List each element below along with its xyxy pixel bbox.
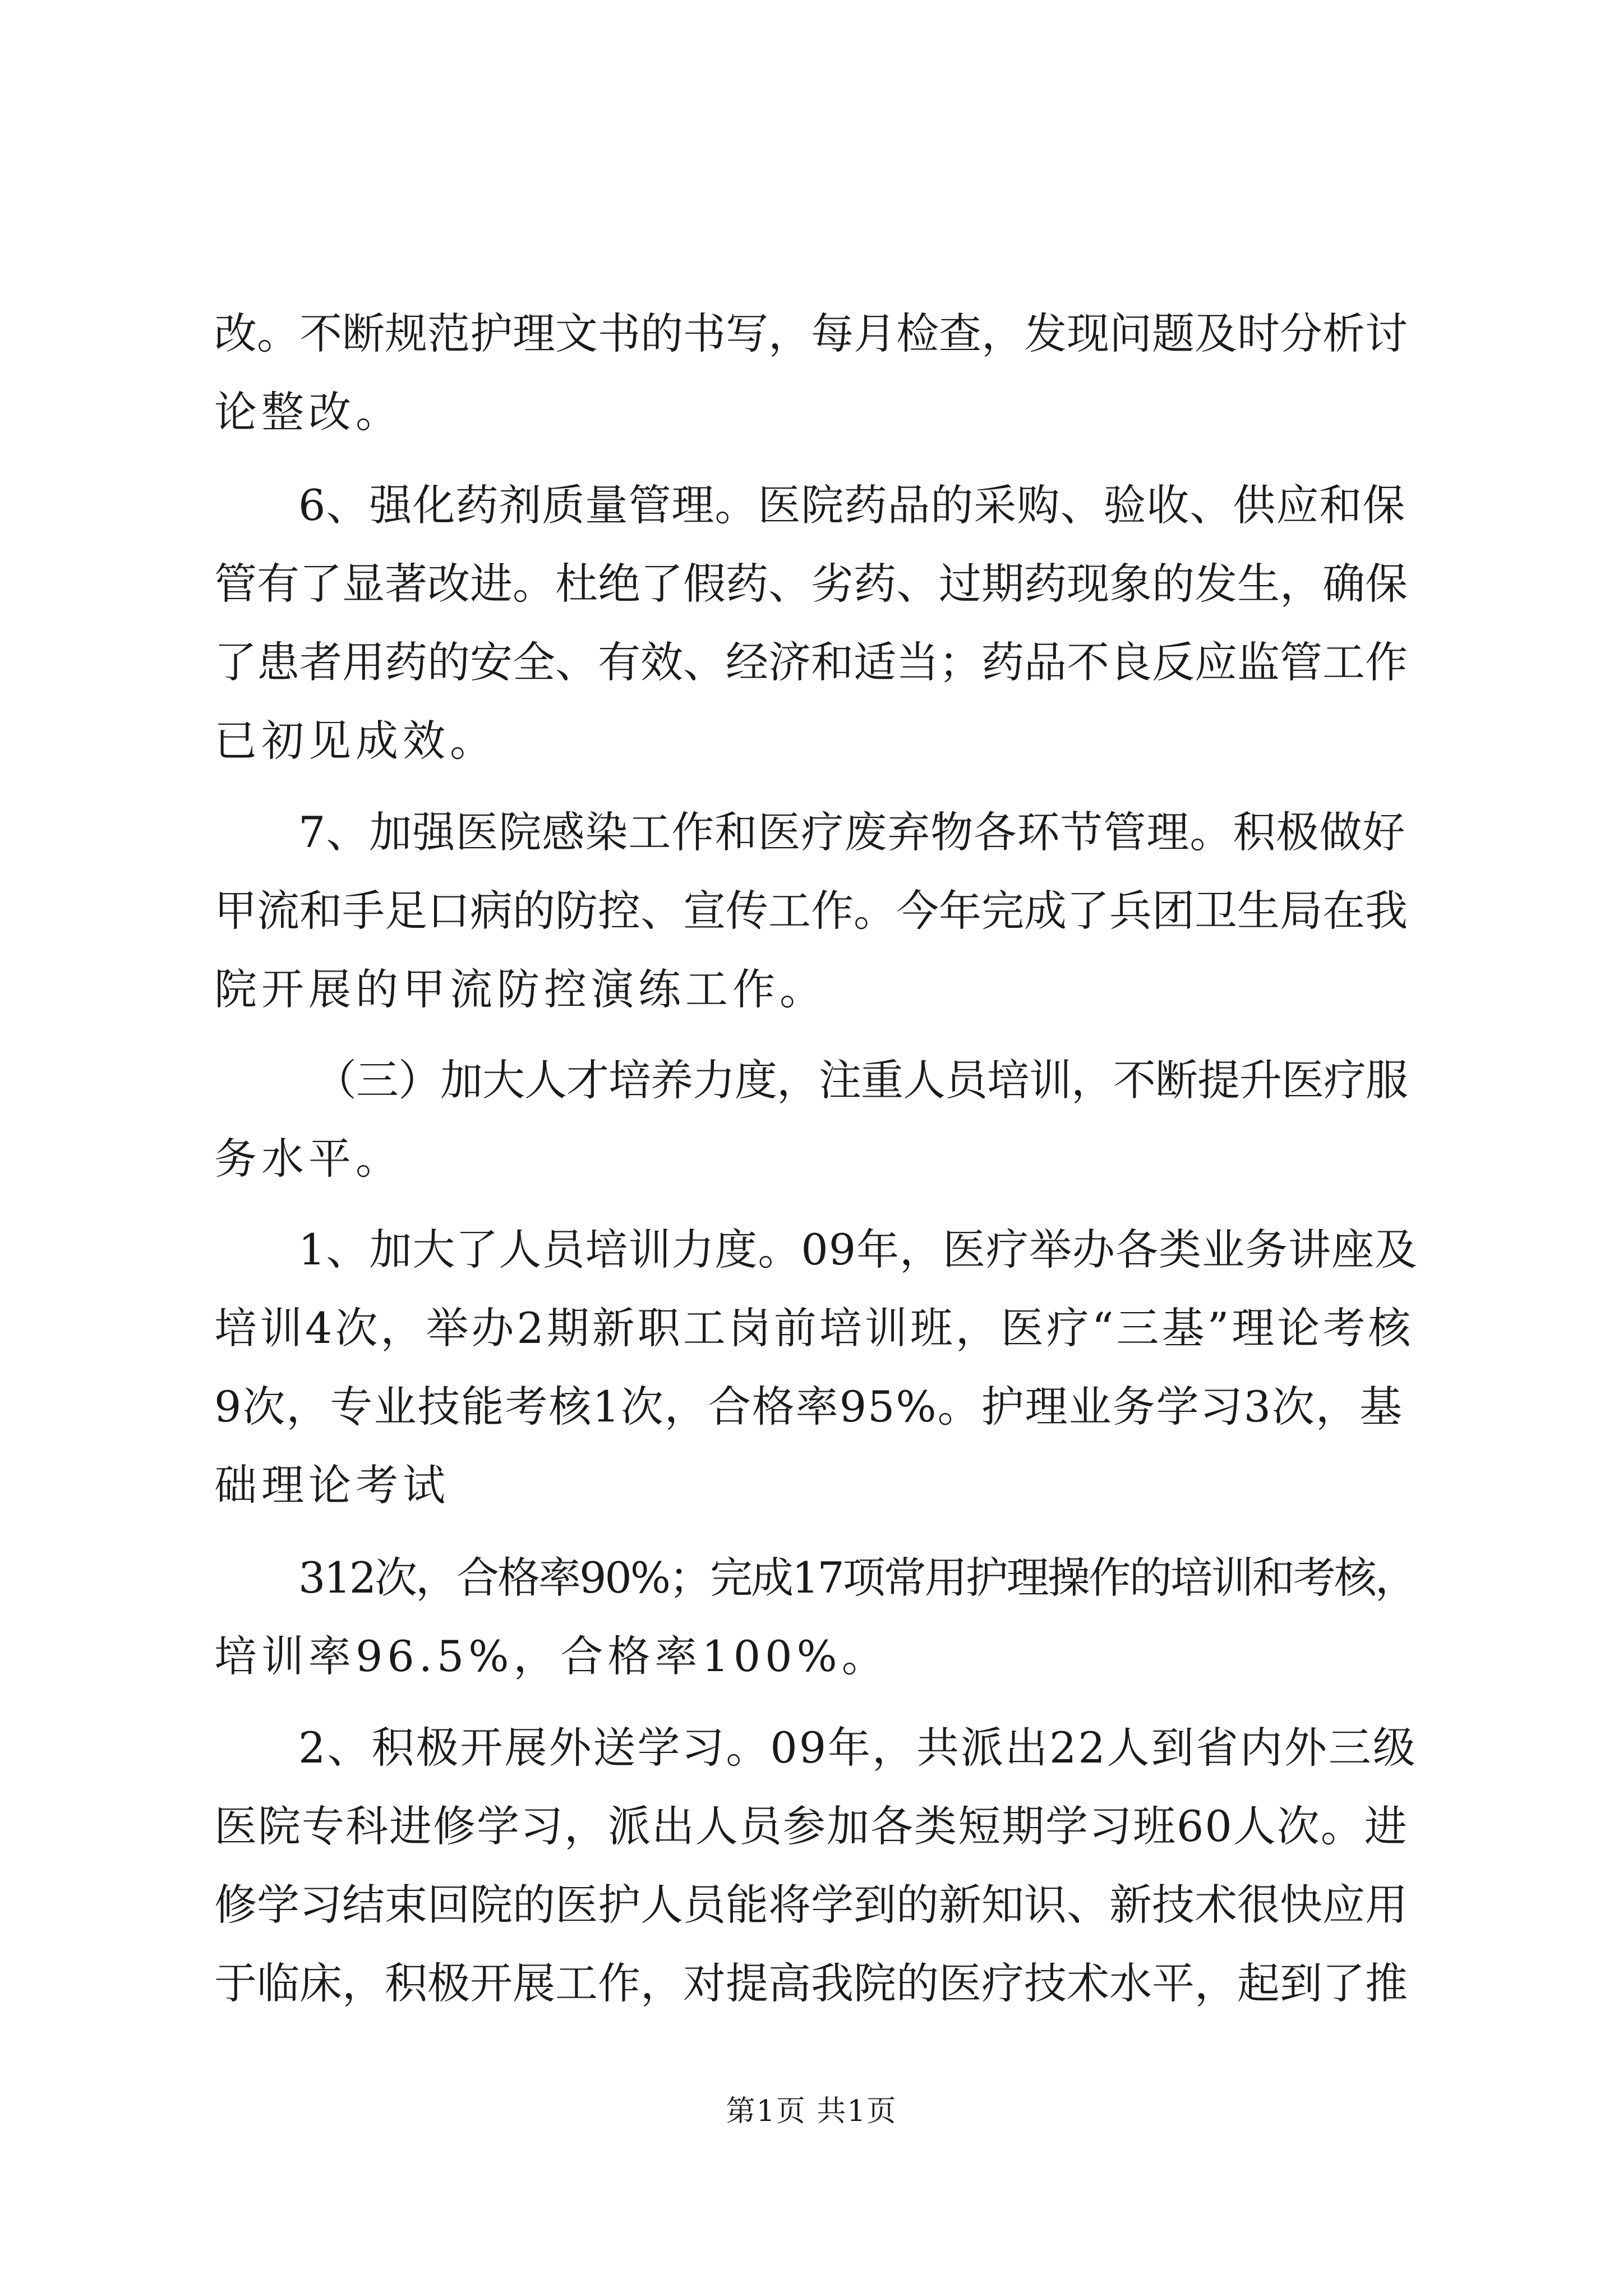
text-line: 312次，合格率90%；完成17项常用护理操作的培训和考核， (298, 1553, 1416, 1603)
text-line: 培训率96.5%，合格率100%。 (214, 1631, 889, 1681)
text-line: 医院专科进修学习，派出人员参加各类短期学习班60人次。进 (214, 1801, 1408, 1851)
page-footer: 第1页 共1页 (726, 2095, 897, 2128)
text-line: 6、强化药剂质量管理。医院药品的采购、验收、供应和保 (298, 480, 1406, 530)
section-heading: （三）加大人才培养力度，注重人员培训，不断提升医疗服 (314, 1055, 1408, 1105)
text-line: 础理论考试 (214, 1460, 450, 1510)
text-line: 管有了显著改进。杜绝了假药、劣药、过期药现象的发生，确保 (214, 559, 1408, 609)
text-line: 修学习结束回院的医护人员能将学到的新知识、新技术很快应用 (214, 1880, 1408, 1930)
text-line: 改。不断规范护理文书的书写，每月检查，发现问题及时分析讨 (214, 309, 1408, 358)
text-line: 9次，专业技能考核1次，合格率95%。护理业务学习3次，基 (214, 1382, 1403, 1432)
text-line: 培训4次，举办2期新职工岗前培训班，医疗“三基”理论考核 (214, 1303, 1414, 1353)
text-line: 了患者用药的安全、有效、经济和适当；药品不良反应监管工作 (214, 637, 1408, 687)
text-line: 7、加强医院感染工作和医疗废弃物各环节管理。积极做好 (298, 807, 1406, 857)
text-line: 已初见成效。 (214, 716, 497, 766)
text-line: 甲流和手足口病的防控、宣传工作。今年完成了兵团卫生局在我 (214, 886, 1408, 936)
text-line: 务水平。 (214, 1134, 403, 1184)
text-line: 1、加大了人员培训力度。09年，医疗举办各类业务讲座及 (298, 1225, 1418, 1274)
text-line: 论整改。 (214, 387, 403, 437)
text-line: 院开展的甲流防控演练工作。 (214, 964, 827, 1014)
text-line: 于临床，积极开展工作，对提高我院的医疗技术水平，起到了推 (214, 1958, 1408, 2008)
text-line: 2、积极开展外送学习。09年，共派出22人到省内外三级 (298, 1723, 1417, 1773)
